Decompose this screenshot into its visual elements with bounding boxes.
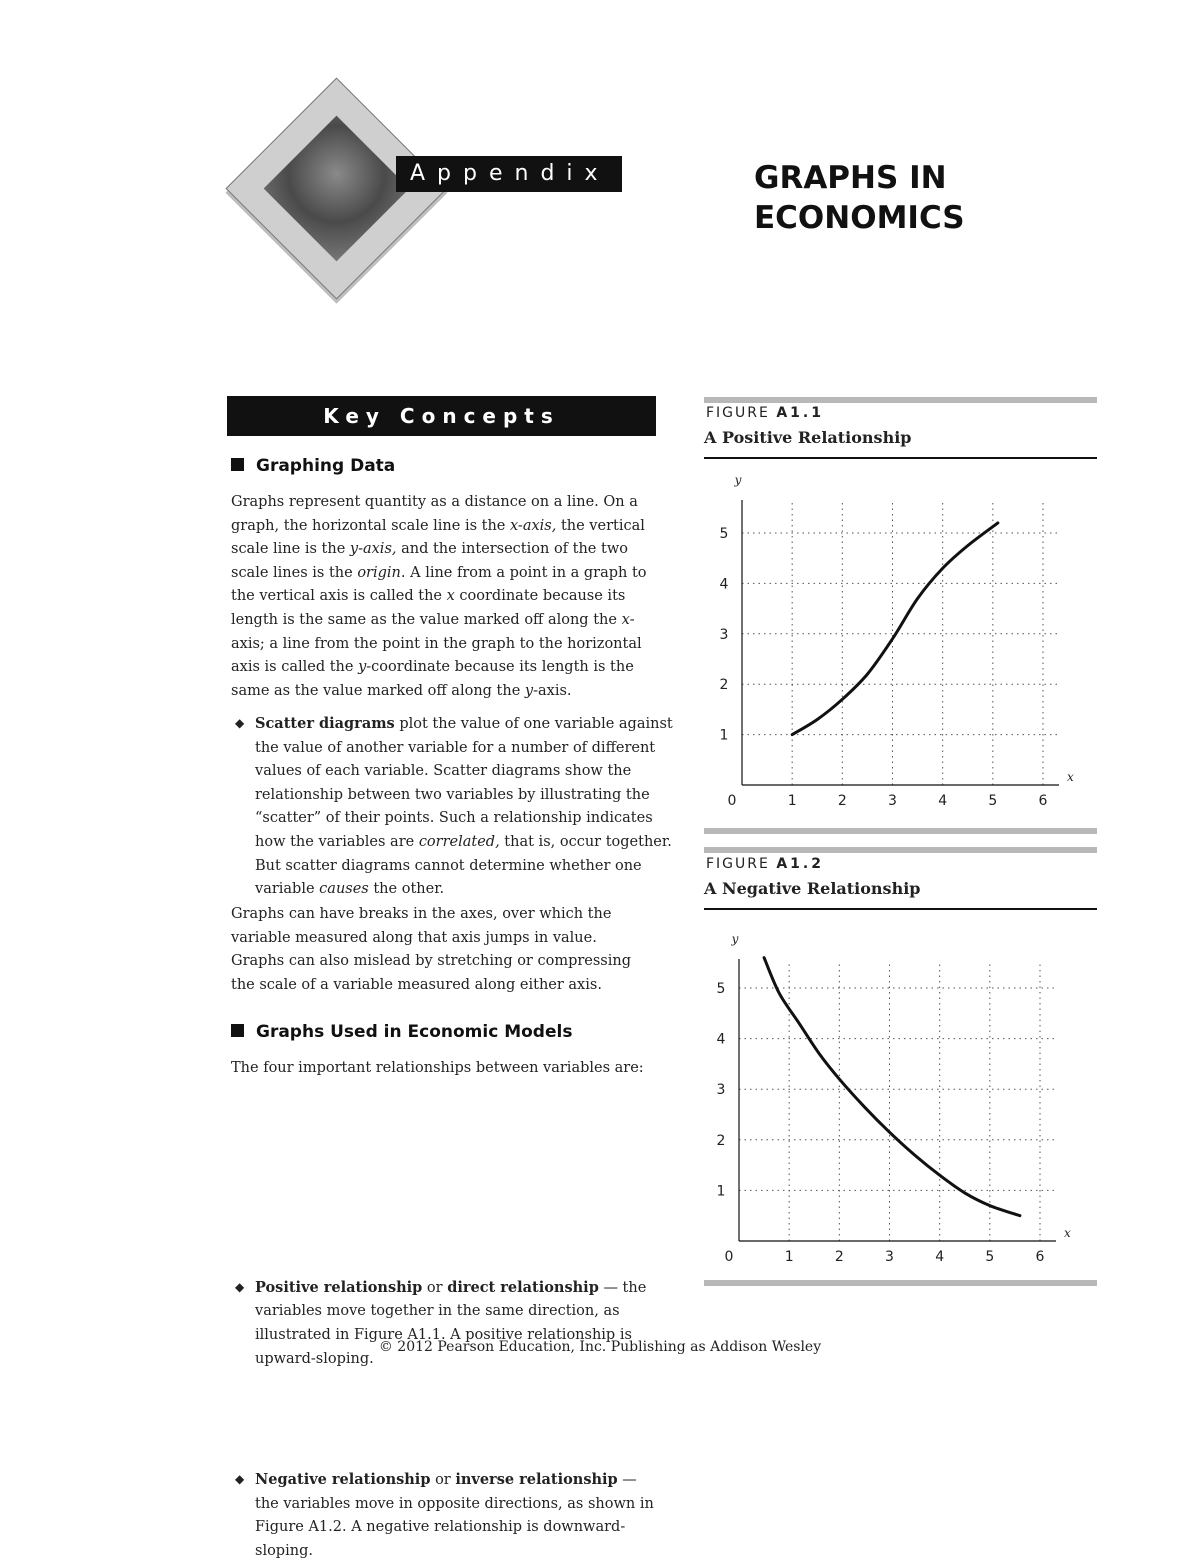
x-tick-label: 0: [724, 1249, 734, 1265]
figure2-top-rule: [704, 847, 1097, 853]
y-tick-label: 4: [719, 576, 729, 593]
title-line-1: GRAPHS IN: [754, 160, 947, 196]
x-axis-label: x: [1064, 1226, 1071, 1240]
figure2-title: A Negative Relationship: [704, 879, 921, 898]
graphing-data-paragraph: Graphs represent quantity as a distance on a line. On a graph, the horizontal scale line is the x-axis, the vertical scale line is the y-axis, and the intersection of the two scale lines is the origin. A line from a point in a graph to the vertical axis is called the x coordinate because its length is the same as the value marked off along the x-axis; a line from the point in the graph to the horizontal axis is called the y-coordinate because its length is the same as the value marked off along the y-axis.: [231, 494, 647, 699]
figure2-chart: [704, 925, 1097, 1275]
x-tick-label: 2: [837, 793, 847, 809]
crowd-photo: [264, 116, 410, 262]
figure1-title-rule: [704, 457, 1097, 459]
figure2-label: FIGURE A1.2: [706, 856, 824, 872]
breaks-paragraph: Graphs can have breaks in the axes, over which the variable measured along that axis jumps in value. Graphs can also mislead by stretching or compressing the scale of a variable measured along either axis.: [231, 906, 632, 993]
y-tick-label: 5: [716, 981, 726, 997]
key-concepts-banner: Key Concepts: [227, 396, 656, 436]
x-tick-label: 3: [885, 1249, 894, 1265]
diamond-bullet-icon: ◆: [235, 716, 245, 730]
x-tick-label: 2: [834, 1249, 844, 1265]
section-heading-graphing-data: Graphing Data: [231, 456, 395, 476]
figure1-bottom-rule: [704, 828, 1097, 834]
diamond-bullet-icon: ◆: [235, 1472, 245, 1487]
y-axis-label: y: [734, 473, 742, 487]
x-axis-label: x: [1067, 770, 1074, 784]
x-tick-label: 6: [1038, 793, 1048, 809]
bullet-negative-relationship: ◆ Negative relationship or inverse relationship — the variables move in opposite directions, as shown in Figure A1.2. A negative relationship is downward-sloping.: [231, 1468, 665, 1563]
diamond-bullet-icon: ◆: [235, 1279, 245, 1294]
y-axis-label: y: [731, 932, 739, 946]
appendix-label: Appendix: [396, 156, 622, 192]
x-tick-label: 4: [935, 1249, 945, 1265]
figure1-label: FIGURE A1.1: [706, 405, 824, 421]
series-curve: [792, 523, 998, 735]
x-tick-label: 1: [787, 793, 797, 809]
x-tick-label: 1: [784, 1249, 794, 1265]
bullet-positive-relationship: ◆ Positive relationship or direct relationship — the variables move together in the same direction, as illustrated in Figure A1.1. A positive relationship is upward-sloping.: [231, 1276, 665, 1371]
square-bullet-icon: [231, 458, 244, 471]
x-tick-label: 4: [938, 793, 948, 809]
figure2-bottom-rule: [704, 1280, 1097, 1286]
x-tick-label: 5: [988, 793, 998, 809]
title-line-2: ECONOMICS: [754, 200, 965, 236]
figure2-title-rule: [704, 908, 1097, 910]
y-tick-label: 5: [719, 526, 729, 542]
section-heading-graphs-models: Graphs Used in Economic Models: [231, 1022, 572, 1042]
x-tick-label: 3: [888, 793, 897, 809]
y-tick-label: 1: [716, 1183, 726, 1200]
y-tick-label: 3: [719, 626, 729, 643]
y-tick-label: 4: [716, 1031, 726, 1048]
y-tick-label: 1: [719, 727, 729, 744]
square-bullet-icon: [231, 1024, 244, 1037]
bullet-scatter-diagrams: ◆ Scatter diagrams plot the value of one variable against the value of another variable for a number of different values of each variable. Scatter diagrams show the relationship between two variables by illustrating the “scatter” of their points. Such a relationship indicates how the variables are correlated, that is, occur together. But scatter diagrams cannot determine whether one variable causes the other.: [231, 712, 683, 902]
copyright-footer: © 2012 Pearson Education, Inc. Publishing as Addison Wesley: [378, 1339, 822, 1355]
x-tick-label: 6: [1035, 1249, 1045, 1265]
figure1-top-rule: [704, 397, 1097, 403]
page-title: [754, 158, 1054, 238]
y-tick-label: 3: [716, 1082, 726, 1099]
x-tick-label: 5: [985, 1249, 995, 1265]
y-tick-label: 2: [716, 1132, 726, 1149]
relationships-intro: The four important relationships between variables are:: [231, 1060, 644, 1076]
figure1-chart: [704, 470, 1097, 820]
x-tick-label: 0: [727, 793, 737, 809]
y-tick-label: 2: [719, 677, 729, 694]
series-curve: [764, 958, 1020, 1216]
figure1-title: A Positive Relationship: [704, 428, 912, 447]
